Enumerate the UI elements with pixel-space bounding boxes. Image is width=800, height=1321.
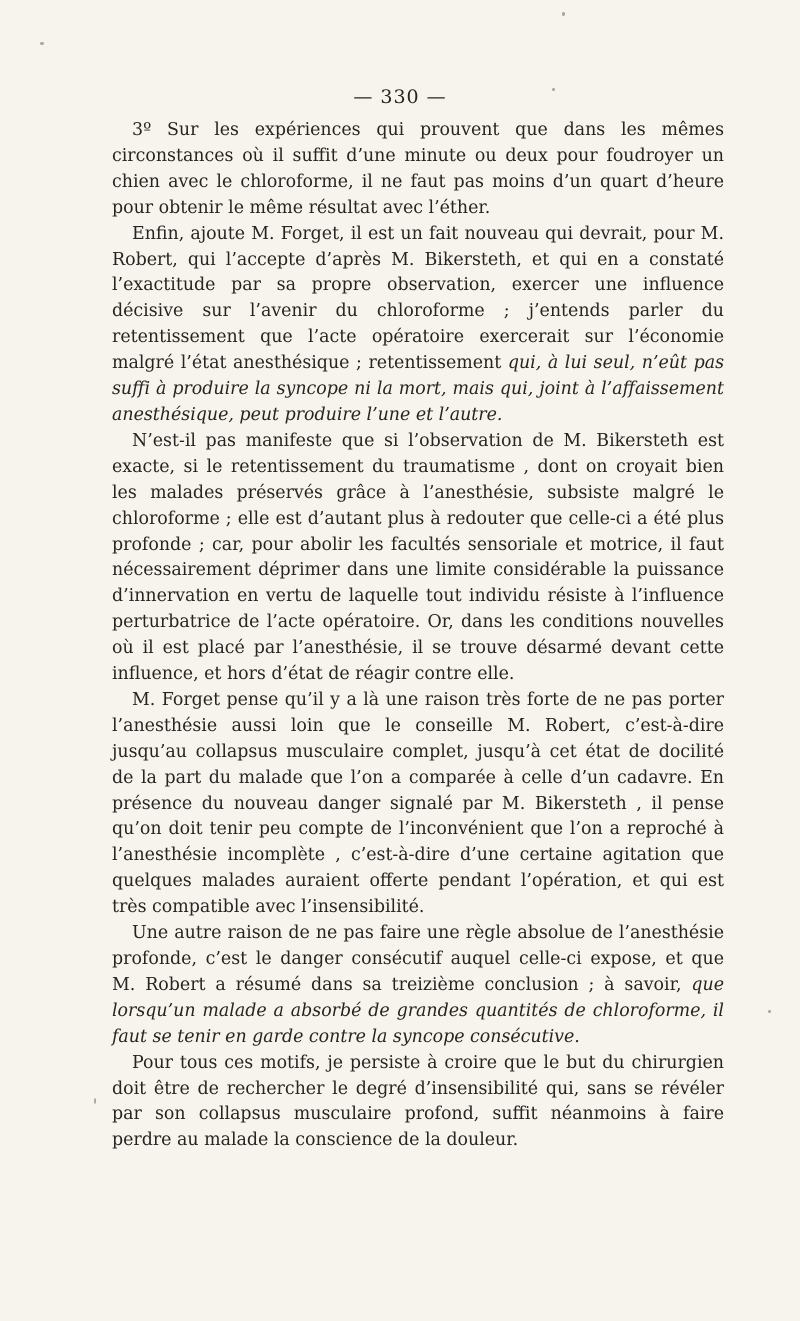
text-run: Une autre raison de ne pas faire une règle absolue de l’anesthésie profonde, c’est le danger consécutif auquel celle-ci expose, et que M. Robert a résumé dans sa treizième conclusion ; à savoir,	[112, 923, 724, 995]
paragraph	[112, 429, 724, 688]
text-run: Pour tous ces motifs, je persiste à croire que le but du chirurgien doit être de rechercher le degré d’insensibilité qui, sans se révéler par son collapsus musculaire profond, suffit néanmoins à faire perdre au malade la conscience de la douleur.	[112, 1052, 724, 1151]
paragraph	[112, 118, 724, 222]
text-run: M. Forget pense qu’il y a là une raison très forte de ne pas porter l’anesthésie aussi loin que le conseille M. Robert, c’est-à-dire jusqu’au collapsus musculaire complet, jusqu’à cet état de docilité de la part du malade que l’on a comparée à celle d’un cadavre. En présence du nouveau danger signalé par M. Bikersteth , il pense qu’on doit tenir peu compte de l’inconvénient que l’on a reproché à l’anesthésie incomplète , c’est-à-dire d’une certaine agitation que quelques malades auraient offerte pendant l’opération, et qui est très compatible avec l’insensibilité.	[112, 689, 724, 918]
text-run: Enfin, ajoute M. Forget, il est un fait nouveau qui devrait, pour M. Robert, qui l’accepte d’après M. Bikersteth, et qui en a constaté l’exactitude par sa propre observation, exercer une influence décisive sur l’avenir du chloroforme ; j’entends parler du retentissement que l’acte opératoire exercerait sur l’économie malgré l’état anesthésique ; retentissement	[112, 223, 724, 374]
scan-speck	[94, 1098, 96, 1104]
text-run: 3º Sur les expériences qui prouvent que dans les mêmes circonstances où il suffit d’une minute ou deux pour foudroyer un chien avec le chloroforme, il ne faut pas moins d’un quart d’heure pour obtenir le même résultat avec l’éther.	[112, 120, 724, 218]
text-run: N’est-il pas manifeste que si l’observation de M. Bikersteth est exacte, si le retentissement du traumatisme , dont on croyait bien les malades préservés grâce à l’anesthésie, subsiste malgré le chloroforme ; elle est d’autant plus à redouter que celle-ci a été plus profonde ; car, pour abolir les facultés sensoriale et motrice, il faut nécessairement déprimer dans une limite considérable la puissance d’innervation en vertu de laquelle tout individu résiste à l’influence perturbatrice de l’acte opératoire. Or, dans les conditions nouvelles où il est placé par l’anesthésie, il se trouve désarmé devant cette influence, et hors d’état de réagir contre elle.	[112, 430, 724, 685]
scan-speck	[768, 1010, 771, 1013]
italic-text-run: qui, à lui seul, n’eût pas suffi à produire la syncope ni la mort, mais qui, joint à l’affaissement anesthésique, peut produire l’une et l’autre.	[112, 353, 724, 425]
scan-speck	[552, 88, 555, 91]
italic-text-run: que lorsqu’un malade a absorbé de grandes quantités de chloroforme, il faut se tenir en garde contre la syncope consécutive.	[112, 974, 724, 1047]
paragraph	[112, 921, 724, 1051]
paragraph	[112, 688, 724, 921]
body-text	[112, 118, 724, 1154]
page-number: — 330 —	[353, 86, 447, 108]
scan-speck	[40, 42, 44, 45]
paragraph	[112, 222, 724, 429]
scan-speck	[562, 12, 565, 16]
paragraph	[112, 1051, 724, 1155]
